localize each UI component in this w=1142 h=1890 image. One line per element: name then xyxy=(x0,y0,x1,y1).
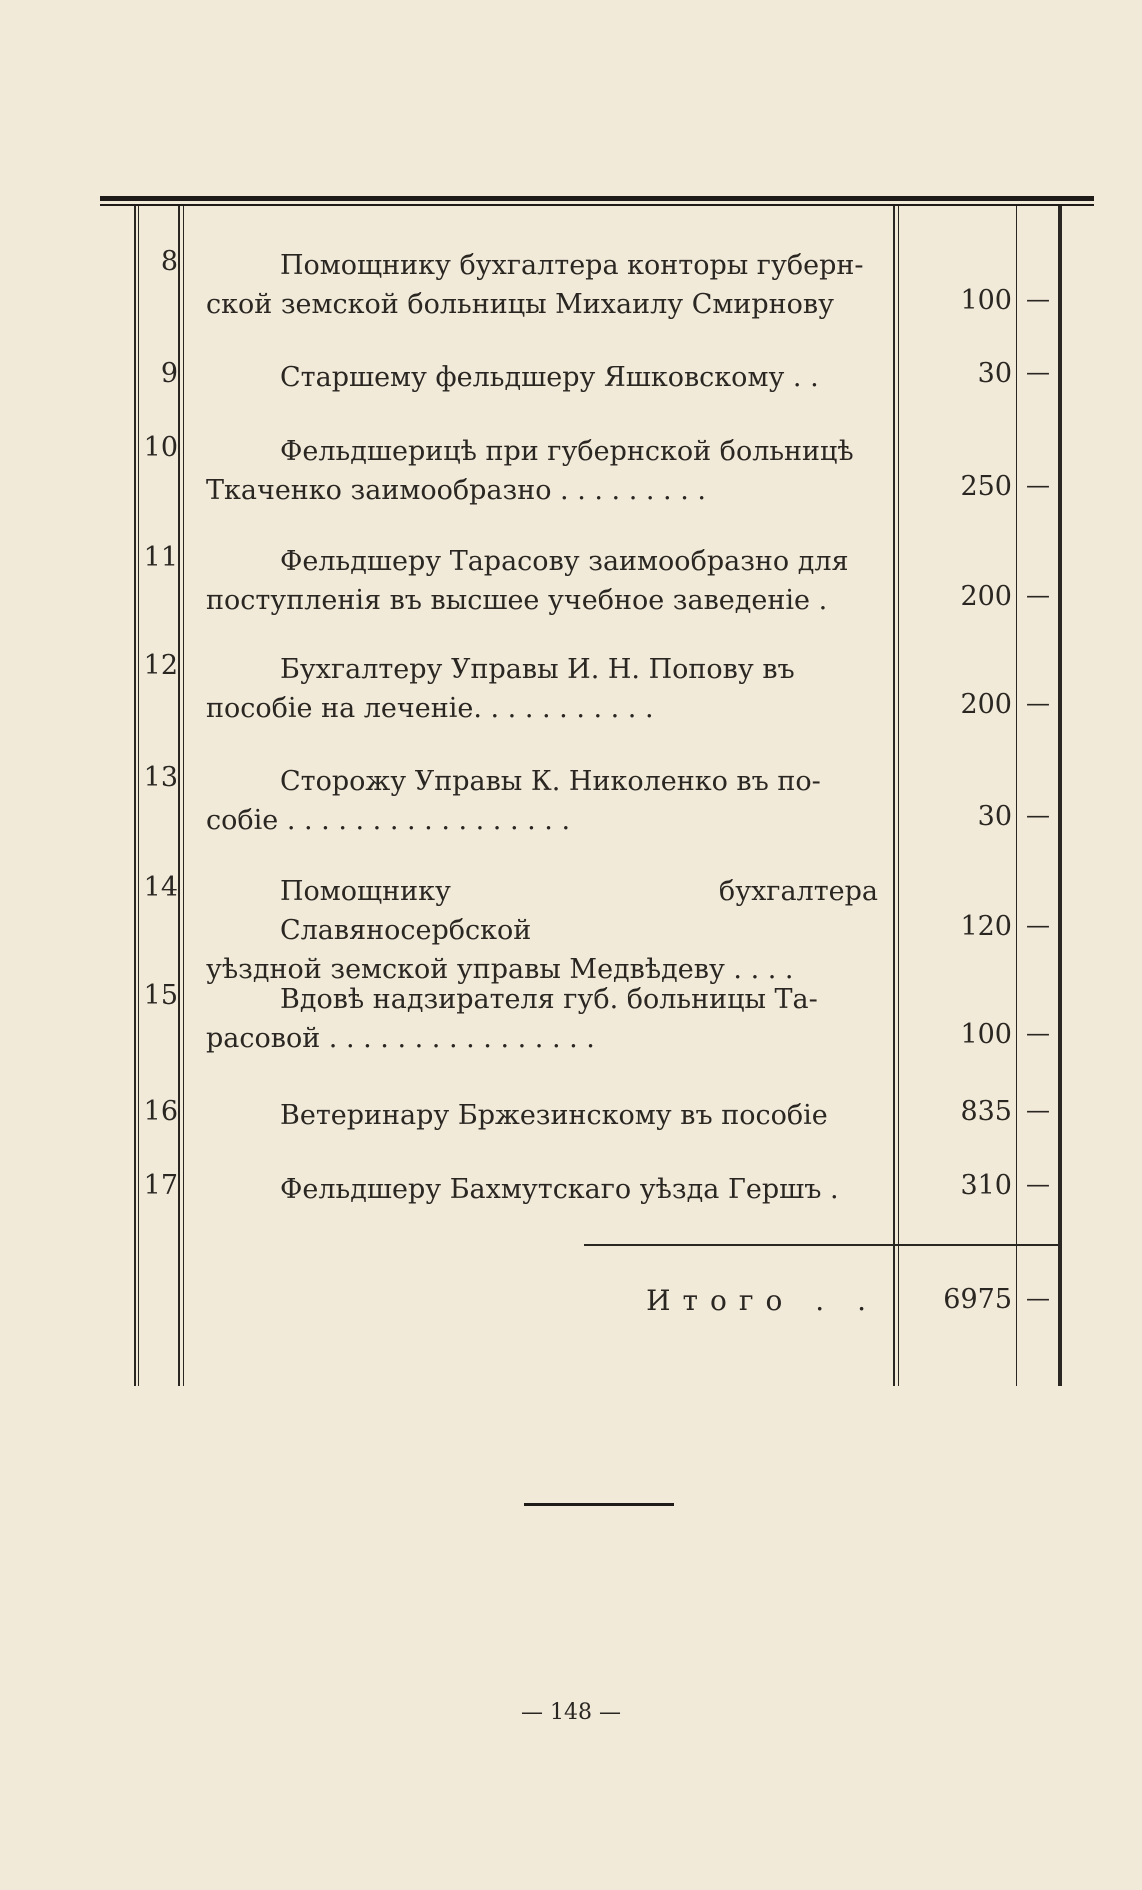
row-kopecks: — xyxy=(1026,471,1050,499)
row-amount: 100 xyxy=(960,1019,1012,1050)
row-number: 12 xyxy=(143,650,178,681)
row-description-line: Ткаченко заимообразно . . . . . . . . . xyxy=(206,475,706,506)
column-line-right xyxy=(1058,206,1062,1386)
row-number: 14 xyxy=(143,872,178,903)
column-line-num-inner xyxy=(183,206,184,1386)
row-description-line: Фельдшеру Бахмутскаго уѣзда Гершъ . xyxy=(280,1174,839,1205)
row-kopecks: — xyxy=(1026,1019,1050,1047)
row-kopecks: — xyxy=(1026,1170,1050,1198)
row-description xyxy=(206,246,878,324)
row-kopecks: — xyxy=(1026,358,1050,386)
row-amount: 100 xyxy=(960,285,1012,316)
row-amount: 30 xyxy=(977,801,1012,832)
total-kopecks: — xyxy=(1026,1284,1050,1312)
row-description-line: Бухгалтеру Управы И. Н. Попову въ xyxy=(280,654,795,685)
total-label: Итого . . xyxy=(646,1284,878,1317)
row-amount: 120 xyxy=(960,911,1012,942)
row-description-line: расовой . . . . . . . . . . . . . . . . xyxy=(206,1023,595,1054)
page-number: — 148 — xyxy=(521,1700,621,1725)
row-kopecks: — xyxy=(1026,801,1050,829)
row-description-line: Сторожу Управы К. Николенко въ по- xyxy=(280,766,821,797)
column-line-kop xyxy=(1016,206,1017,1386)
row-description-line: поступленія въ высшее учебное заведеніе . xyxy=(206,585,828,616)
row-description xyxy=(206,650,878,728)
row-number: 9 xyxy=(160,358,178,389)
row-description-line: уѣздной земской управы Медвѣдеву . . . . xyxy=(206,954,794,985)
row-kopecks: — xyxy=(1026,689,1050,717)
row-description xyxy=(206,872,878,989)
row-number: 16 xyxy=(143,1096,178,1127)
top-rule-thick xyxy=(100,196,1094,201)
row-description-line: Старшему фельдшеру Яшковскому . . xyxy=(280,362,819,393)
row-description-line: Помощнику бухгалтера Славяносербской xyxy=(280,876,878,946)
row-kopecks: — xyxy=(1026,581,1050,609)
row-description xyxy=(206,1096,878,1135)
row-description-line: Помощнику бухгалтера конторы губерн- xyxy=(280,250,864,281)
row-description xyxy=(206,1170,878,1209)
row-description xyxy=(206,980,878,1058)
row-description-line: Вдовѣ надзирателя губ. больницы Та- xyxy=(280,984,818,1015)
total-amount: 6975 xyxy=(943,1284,1012,1315)
row-number: 13 xyxy=(143,762,178,793)
row-kopecks: — xyxy=(1026,285,1050,313)
row-amount: 200 xyxy=(960,689,1012,720)
top-rule-thin xyxy=(100,204,1094,206)
row-description xyxy=(206,432,878,510)
row-amount: 835 xyxy=(960,1096,1012,1127)
row-description-line: Фельдшерицѣ при губернской больницѣ xyxy=(280,436,854,467)
row-number: 15 xyxy=(143,980,178,1011)
row-description xyxy=(206,542,878,620)
row-description-line: собіе . . . . . . . . . . . . . . . . . xyxy=(206,805,571,836)
row-description-line: ской земской больницы Михаилу Смирнову xyxy=(206,289,835,320)
closing-rule xyxy=(524,1503,674,1506)
row-description-line: Фельдшеру Тарасову заимообразно для xyxy=(280,546,849,577)
row-number: 8 xyxy=(160,246,178,277)
row-amount: 200 xyxy=(960,581,1012,612)
row-kopecks: — xyxy=(1026,911,1050,939)
row-kopecks: — xyxy=(1026,1096,1050,1124)
row-amount: 250 xyxy=(960,471,1012,502)
row-description-line: Ветеринару Бржезинскому въ пособіе xyxy=(280,1100,828,1131)
row-number: 17 xyxy=(143,1170,178,1201)
row-amount: 30 xyxy=(977,358,1012,389)
row-number: 10 xyxy=(143,432,178,463)
row-description-line: пособіе на леченіе. . . . . . . . . . . xyxy=(206,693,654,724)
column-line-num-outer xyxy=(178,206,180,1386)
row-number: 11 xyxy=(143,542,178,573)
row-amount: 310 xyxy=(960,1170,1012,1201)
row-description xyxy=(206,358,878,397)
total-rule xyxy=(584,1244,1058,1246)
row-description xyxy=(206,762,878,840)
